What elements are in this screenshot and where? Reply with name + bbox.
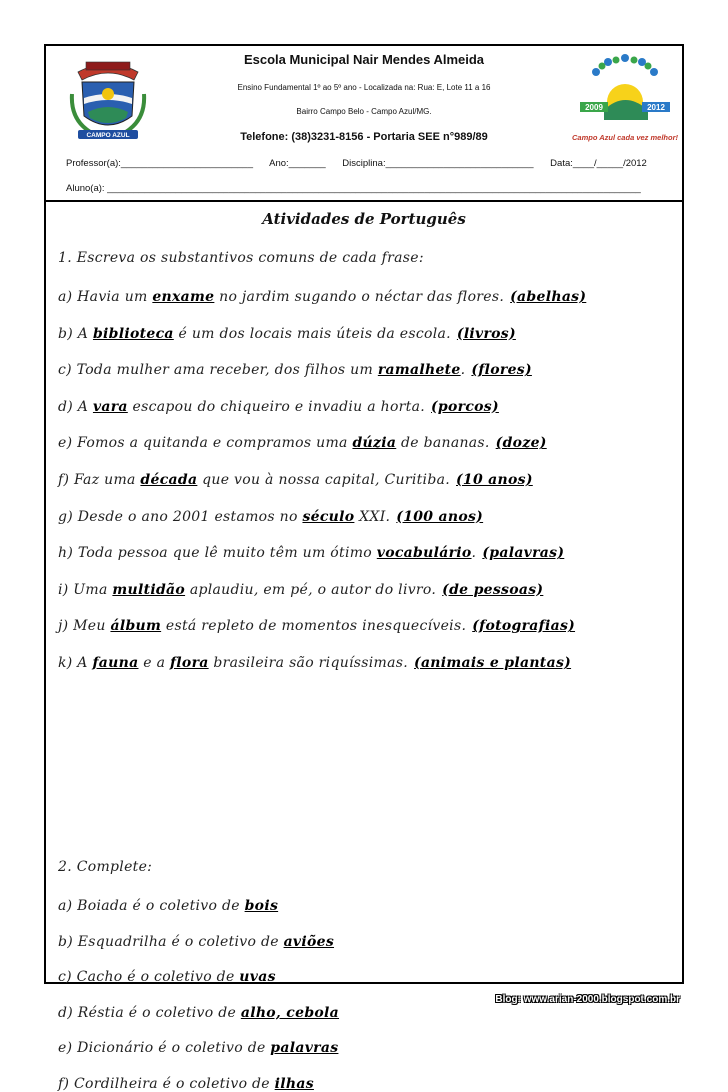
- item-text: de bananas.: [396, 435, 490, 452]
- item-text: e) Dicionário é o coletivo de: [58, 1040, 271, 1056]
- data-field[interactable]: Data:____/_____/2012: [550, 158, 647, 169]
- item-text: d) A: [58, 398, 93, 415]
- item-text: a) Boiada é o coletivo de: [58, 898, 245, 914]
- item-text: c) Cacho é o coletivo de: [58, 969, 240, 985]
- highlighted-noun: enxame: [152, 289, 215, 305]
- highlighted-noun: século: [302, 508, 355, 525]
- answer: (de pessoas): [442, 581, 544, 598]
- answer: (doze): [495, 435, 547, 452]
- item-text: f) Cordilheira é o coletivo de: [58, 1075, 275, 1092]
- answer: ilhas: [274, 1075, 314, 1092]
- highlighted-noun: ramalhete: [377, 362, 461, 379]
- section1-item: [58, 362, 532, 378]
- ano-field[interactable]: Ano:_______: [269, 158, 326, 169]
- answer: (100 anos): [396, 508, 484, 525]
- item-text: j) Meu: [58, 618, 111, 635]
- answer: palavras: [270, 1040, 339, 1056]
- answer: bois: [244, 898, 279, 914]
- item-text: g) Desde o ano 2001 estamos no: [58, 508, 303, 525]
- answer: (10 anos): [456, 472, 533, 488]
- item-text: f) Faz uma: [58, 472, 141, 488]
- logo-slogan: Campo Azul cada vez melhor!: [572, 133, 678, 142]
- item-text: no jardim sugando o néctar das flores.: [214, 289, 505, 305]
- highlighted-noun: dúzia: [352, 435, 397, 452]
- item-text: escapou do chiqueiro e invadiu a horta.: [127, 398, 425, 415]
- item-text: i) Uma: [58, 581, 113, 598]
- school-name: Escola Municipal Nair Mendes Almeida: [243, 52, 485, 67]
- section2-item: [58, 969, 276, 985]
- section2-title: 2. Complete:: [58, 859, 153, 875]
- section1-item: [58, 326, 516, 342]
- answer: (flores): [471, 362, 532, 379]
- highlighted-noun: vocabulário: [376, 545, 472, 562]
- item-text: XXI.: [354, 508, 391, 525]
- crest-label: CAMPO AZUL: [86, 132, 130, 139]
- header: [46, 46, 682, 202]
- section1-item: [58, 399, 499, 415]
- aluno-field[interactable]: Aluno(a): _____________________________________________________________________________________________________: [66, 183, 641, 194]
- professor-field[interactable]: Professor(a):_________________________: [66, 158, 253, 169]
- item-text: h) Toda pessoa que lê muito têm um ótimo: [58, 545, 377, 562]
- logo-year-right: 2012: [647, 103, 665, 112]
- section1-item: [58, 472, 533, 488]
- section1-item: [58, 582, 543, 598]
- item-text: .: [471, 545, 477, 562]
- answer: (porcos): [431, 398, 499, 415]
- section1-item: [58, 509, 483, 525]
- answer: (livros): [456, 325, 516, 342]
- section1-item: [58, 655, 571, 671]
- highlighted-noun: biblioteca: [92, 325, 174, 342]
- highlighted-noun: vara: [92, 398, 128, 415]
- section2-item: [58, 1005, 339, 1021]
- highlighted-noun: década: [140, 472, 198, 488]
- school-subtitle: Ensino Fundamental 1º ao 5º ano - Localizada na: Rua: E, Lote 11 a 16: [237, 83, 491, 92]
- item-text: .: [460, 362, 466, 379]
- item-text: d) Réstia é o coletivo de: [58, 1004, 241, 1021]
- activity-title: Atividades de Português: [262, 210, 466, 228]
- item-text: brasileira são riquíssimas.: [208, 655, 409, 671]
- section2-item: [58, 1076, 314, 1092]
- section2-item: [58, 1040, 338, 1056]
- form-fields-row: [66, 158, 661, 169]
- item-text: b) A: [58, 325, 93, 342]
- item-text: b) Esquadrilha é o coletivo de: [58, 933, 284, 950]
- answer: (abelhas): [510, 289, 587, 305]
- item-text: está repleto de momentos inesquecíveis.: [161, 618, 467, 635]
- item-text: k) A: [58, 655, 93, 671]
- item-text: é um dos locais mais úteis da escola.: [173, 325, 451, 342]
- item-text: e a: [138, 655, 170, 671]
- item-text: aplaudiu, em pé, o autor do livro.: [185, 581, 437, 598]
- section1-item: [58, 289, 586, 305]
- answer: (fotografias): [472, 618, 576, 635]
- item-text: c) Toda mulher ama receber, dos filhos um: [58, 362, 378, 379]
- answer: (palavras): [482, 545, 565, 562]
- section1-title: 1. Escreva os substantivos comuns de cada frase:: [58, 250, 424, 266]
- school-address: Bairro Campo Belo - Campo Azul/MG.: [296, 107, 432, 116]
- highlighted-noun: flora: [169, 655, 209, 671]
- highlighted-noun: fauna: [92, 655, 139, 671]
- disciplina-field[interactable]: Disciplina:____________________________: [342, 158, 534, 169]
- item-text: a) Havia um: [58, 289, 153, 305]
- logo-year-left: 2009: [585, 103, 603, 112]
- item-text: que vou à nossa capital, Curitiba.: [197, 472, 450, 488]
- school-phone: Telefone: (38)3231-8156 - Portaria SEE n°989/89: [240, 131, 488, 143]
- section1-item: [58, 618, 575, 634]
- section1-item: [58, 435, 547, 451]
- answer: uvas: [239, 969, 276, 985]
- answer: aviões: [283, 933, 335, 950]
- answer: alho, cebola: [240, 1004, 340, 1021]
- section2-item: [58, 934, 334, 950]
- item-text: e) Fomos a quitanda e compramos uma: [58, 435, 353, 452]
- answer: (animais e plantas): [414, 655, 572, 671]
- section1-item: [58, 545, 564, 561]
- highlighted-noun: álbum: [110, 618, 162, 635]
- highlighted-noun: multidão: [112, 581, 186, 598]
- campo-azul-logo-icon: [572, 50, 678, 150]
- blog-footer: Blog: www.arian-2000.blogspot.com.br: [495, 994, 680, 1005]
- section2-item: [58, 898, 278, 914]
